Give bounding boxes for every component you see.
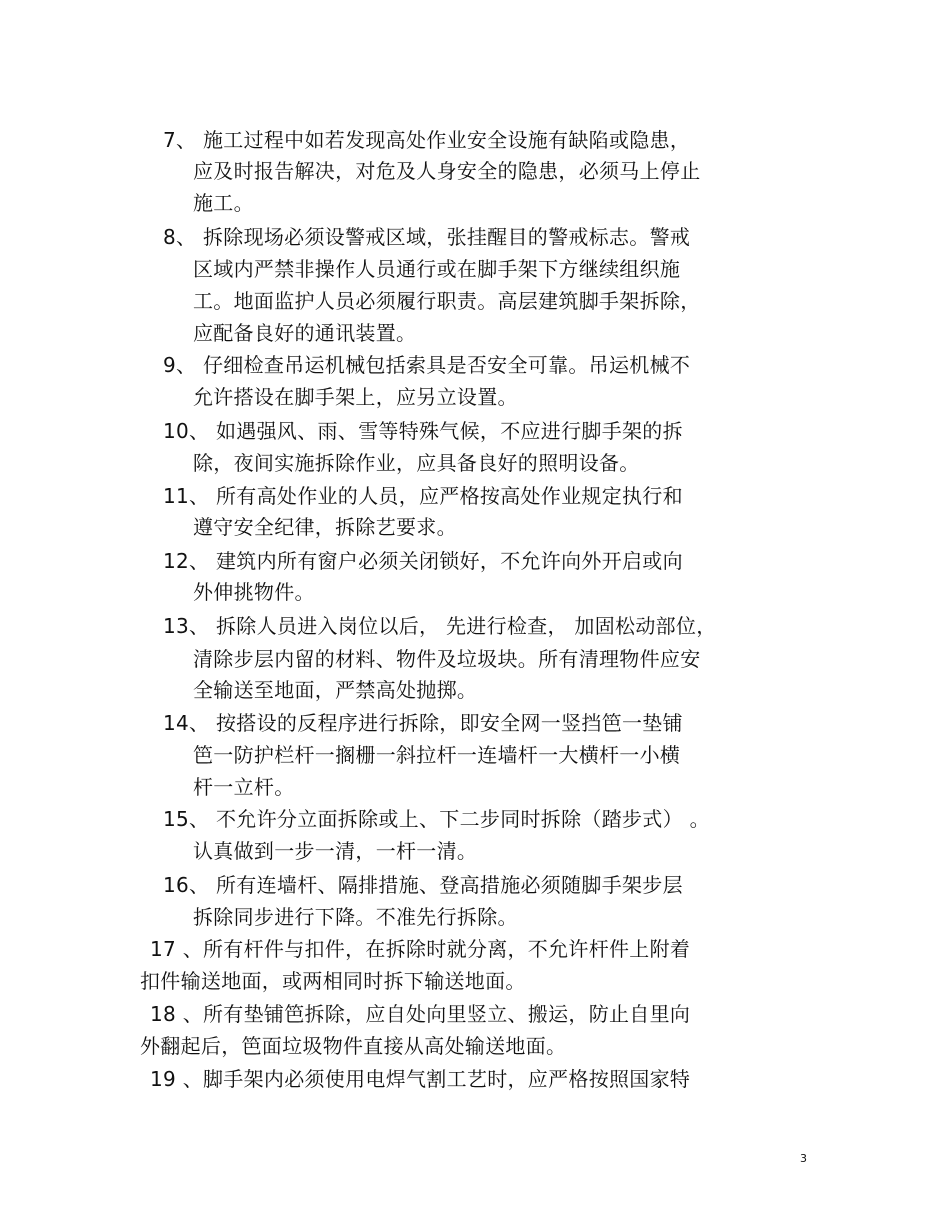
item-13-line-1: 13、 拆除人员进入岗位以后， 先进行检查， 加固松动部位， — [163, 614, 717, 638]
item-18-line-1: 18 、所有垫铺笆拆除，应自处向里竖立、搬运，防止自里向 — [150, 1002, 691, 1026]
item-10-line-2: 除，夜间实施拆除作业，应具备良好的照明设备。 — [193, 451, 640, 475]
item-8-line-2: 区域内严禁非操作人员通行或在脚手架下方继续组织施 — [193, 257, 681, 281]
item-11-line-2: 遵守安全纪律，拆除艺要求。 — [193, 515, 457, 539]
item-8-line-3: 工。地面监护人员必须履行职责。高层建筑脚手架拆除， — [193, 289, 701, 313]
item-19-line-1: 19 、脚手架内必须使用电焊气割工艺时，应严格按照国家特 — [150, 1067, 691, 1091]
item-8-line-4: 应配备良好的通讯装置。 — [193, 321, 417, 345]
item-14-line-2: 笆一防护栏杆一搁栅一斜拉杆一连墙杆一大横杆一小横 — [193, 743, 681, 767]
item-10-line-1: 10、 如遇强风、雨、雪等特殊气候，不应进行脚手架的拆 — [163, 419, 683, 443]
item-14-line-3: 杆一立杆。 — [193, 775, 295, 799]
item-12-line-2: 外伸挑物件。 — [193, 580, 315, 604]
item-13-line-2: 清除步层内留的材料、物件及垃圾块。所有清理物件应安 — [193, 647, 701, 671]
item-15-line-1: 15、 不允许分立面拆除或上、下二步同时拆除（踏步式） 。 — [163, 807, 710, 831]
item-11-line-1: 11、 所有高处作业的人员，应严格按高处作业规定执行和 — [163, 484, 683, 508]
item-9-line-2: 允许搭设在脚手架上，应另立设置。 — [193, 385, 518, 409]
item-7-line-2: 应及时报告解决，对危及人身安全的隐患，必须马上停止 — [193, 159, 701, 183]
item-13-line-3: 全输送至地面，严禁高处抛掷。 — [193, 678, 478, 702]
page-number: 3 — [800, 1152, 807, 1165]
item-8-line-1: 8、 拆除现场必须设警戒区域，张挂醒目的警戒标志。警戒 — [163, 225, 691, 249]
item-16-line-1: 16、 所有连墙杆、隔排措施、登高措施必须随脚手架步层 — [163, 873, 683, 897]
item-17-line-1: 17 、所有杆件与扣件，在拆除时就分离，不允许杆件上附着 — [150, 937, 691, 961]
item-7-line-3: 施工。 — [193, 191, 254, 215]
item-12-line-1: 12、 建筑内所有窗户必须关闭锁好，不允许向外开启或向 — [163, 549, 683, 573]
item-7-line-1: 7、 施工过程中如若发现高处作业安全设施有缺陷或隐患， — [163, 128, 691, 152]
item-17-line-2: 扣件输送地面，或两相同时拆下输送地面。 — [140, 969, 526, 993]
item-16-line-2: 拆除同步进行下降。不准先行拆除。 — [193, 905, 518, 929]
item-14-line-1: 14、 按搭设的反程序进行拆除，即安全网一竖挡笆一垫铺 — [163, 711, 683, 735]
item-15-line-2: 认真做到一步一清，一杆一清。 — [193, 839, 478, 863]
item-18-line-2: 外翻起后，笆面垃圾物件直接从高处输送地面。 — [140, 1034, 567, 1058]
item-9-line-1: 9、 仔细检查吊运机械包括索具是否安全可靠。吊运机械不 — [163, 353, 691, 377]
